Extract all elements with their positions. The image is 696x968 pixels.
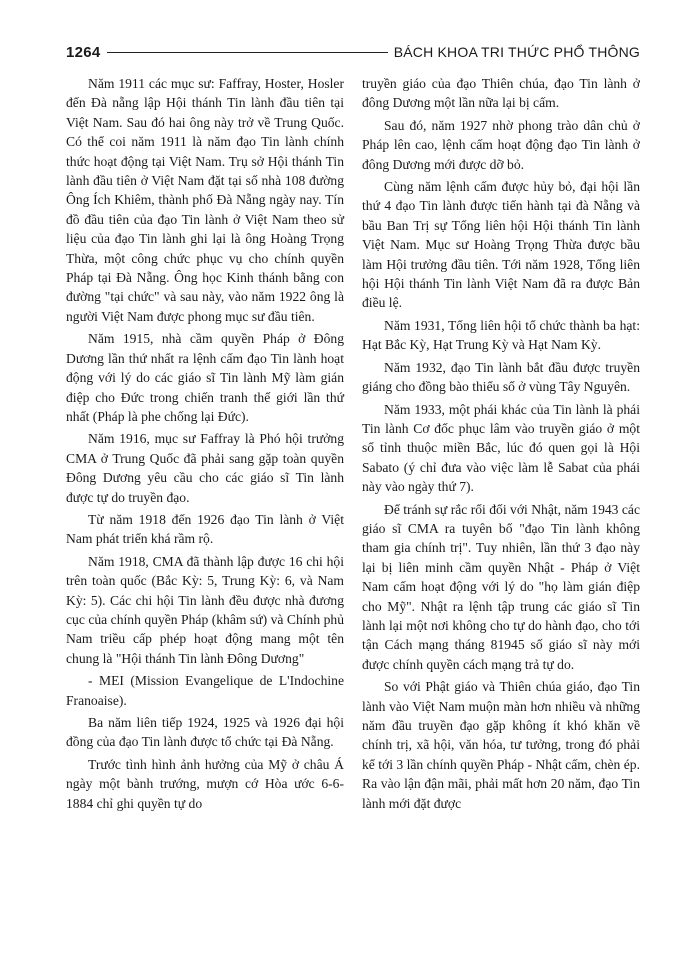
page-header	[66, 40, 640, 64]
paragraph: Ba năm liên tiếp 1924, 1925 và 1926 đại hội đồng của đạo Tin lành được tổ chức tại Đà Nẵng.	[66, 715, 344, 750]
left-column	[66, 74, 344, 816]
paragraph: Năm 1915, nhà cầm quyền Pháp ở Đông Dương lần thứ nhất ra lệnh cấm đạo Tin lành hoạt động với lý do các giáo sĩ Tin lành Mỹ làm gián điệp cho Đức trong chiến tranh thế giới lần thứ nhất (Pháp là phe chống lại Đức).	[66, 331, 344, 424]
right-column	[362, 74, 640, 816]
paragraph: Từ năm 1918 đến 1926 đạo Tin lành ở Việt Nam phát triển khá rầm rộ.	[66, 511, 344, 547]
paragraph: Cùng năm lệnh cấm được hủy bỏ, đại hội lần thứ 4 đạo Tin lành được tiến hành tại đà Nẵng và bầu Ban Trị sự Tổng liên hội Hội thánh Tin lành Việt Nam. Mục sư Hoàng Trọng Thừa được bầu làm Hội trưởng đầu tiên. Tới năm 1928, Tổng liên hội Hội thánh Tin lành Việt Nam đã ra được Bản điều lệ.	[362, 179, 640, 311]
paragraph: Năm 1932, đạo Tin lành bắt đầu được truyền giáng cho đồng bào thiểu số ở vùng Tây Nguyên.	[362, 359, 640, 395]
paragraph: Năm 1931, Tổng liên hội tổ chức thành ba hạt: Hạt Bắc Kỳ, Hạt Trung Kỳ và Hạt Nam Kỳ.	[362, 317, 640, 353]
paragraph: Trước tình hình ảnh hưởng của Mỹ ở châu Á ngày một bành trướng, mượn cớ Hòa ước 6-6-1884 chỉ ghi quyền tự do	[66, 756, 344, 811]
paragraph: Sau đó, năm 1927 nhờ phong trào dân chủ ở Pháp lên cao, lệnh cấm hoạt động đạo Tin lành ở đông Dương mới được dỡ bỏ.	[362, 117, 640, 172]
paragraph: Để tránh sự rắc rối đối với Nhật, năm 1943 các giáo sĩ CMA ra tuyên bố "đạo Tin lành không tham gia chính trị". Tuy nhiên, lần thứ 3 đạo này lại bị liên minh cầm quyền Nhật - Pháp ở Việt Nam cấm hoạt động với lý do "họ làm gián điệp cho Mỹ". Nhật ra lệnh tập trung các giáo sĩ Tin lành lại một nơi không cho tự do hành đạo, cho tới tận Cách mạng tháng 81945 số giáo sĩ này mới được chính quyền cách mạng trả tự do.	[362, 501, 640, 672]
paragraph: Năm 1933, một phái khác của Tin lành là phái Tin lành Cơ đốc phục lâm vào truyền giáo ở một số tỉnh thuộc miền Bắc, lúc đó quen gọi là Hội Sabato (ý chỉ đưa vào việc làm lễ Sabat của phái này vào ngày thứ 7).	[362, 401, 640, 495]
paragraph: - MEI (Mission Evangelique de L'Indochine Franoaise).	[66, 673, 344, 708]
paragraph: truyền giáo của đạo Thiên chúa, đạo Tin lành ở đông Dương một lần nữa lại bị cấm.	[362, 76, 640, 111]
paragraph: Năm 1918, CMA đã thành lập được 16 chi hội trên toàn quốc (Bắc Kỳ: 5, Trung Kỳ: 6, và Nam Kỳ: 5). Các chi hội Tin lành đều được nhà đương cục của chính quyền Pháp (khâm sứ) và Chính phủ Nam triều cấp phép hoạt động mang một tên chung là "Hội thánh Tin lành Đông Dương"	[66, 553, 344, 666]
paragraph: So với Phật giáo và Thiên chúa giáo, đạo Tin lành vào Việt Nam muộn màn hơn nhiều và những năm đầu truyền đạo gặp không ít khó khăn về chính trị, xã hội, văn hóa, tư tưởng, trong đó phải kể tới 3 lần chính quyền Pháp - Nhật cấm, chèn ép. Ra vào lận đận mãi, phải mất hơn 20 năm, đạo Tin lành mới đặt được	[362, 679, 640, 811]
header-rule	[107, 52, 388, 53]
running-title: BÁCH KHOA TRI THỨC PHỔ THÔNG	[393, 44, 640, 60]
paragraph: Năm 1911 các mục sư: Faffray, Hoster, Hosler đến Đà nẵng lập Hội thánh Tin lành đầu tiên tại Việt Nam. Sau đó hai ông này trở về Trung Quốc. Có thể coi năm 1911 là năm đạo Tin lành chính thức hoạt động tại Việt Nam. Trụ sở Hội thánh Tin lành đầu tiên ở Việt Nam đặt tại số nhà 108 đường Ông Ích Khiêm, thành phố Đà Nẵng ngày nay. Tín đồ đầu tiên của đạo Tin lành ở Việt Nam theo sử liệu của đạo Tin lành ghi lại là ông Hoàng Trọng Thừa, một công chức phục vụ cho chính quyền Pháp tại Đà Nẵng. Ông học Kinh thánh bằng con đường "tại chức" và sau này, vào năm 1922 ông là người Việt Nam được phong mục sư đầu tiên.	[66, 76, 344, 324]
paragraph: Năm 1916, mục sư Faffray là Phó hội trưởng CMA ở Trung Quốc đã phải sang gặp toàn quyền Đông Dương yêu cầu cho các giáo sĩ Tin lành được tự do truyền đạo.	[66, 431, 344, 505]
page-number: 1264	[66, 43, 101, 61]
text-columns	[66, 74, 640, 816]
